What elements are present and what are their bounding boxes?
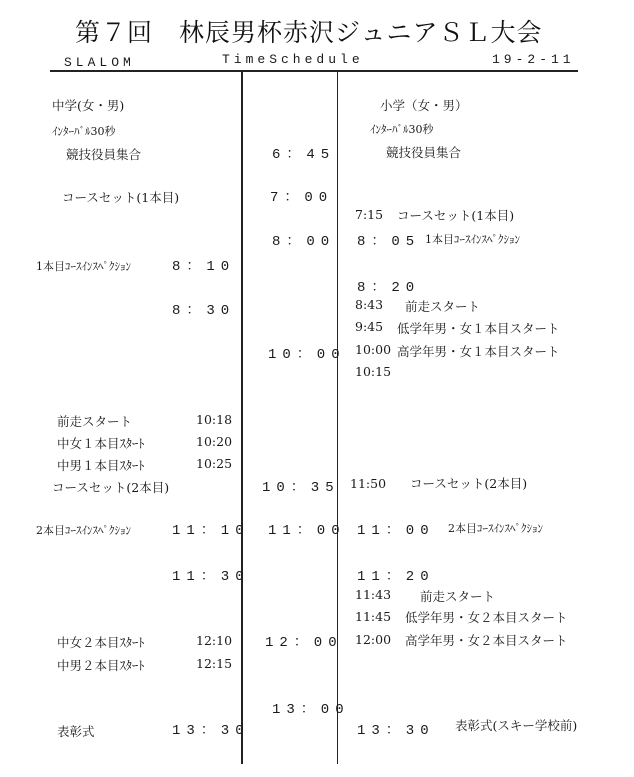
right-interval: ｲﾝﾀｰﾊﾞﾙ30秒 [370,123,434,136]
left-awards: 表彰式 [57,724,95,739]
header-rule [50,70,578,72]
right-time-1015: 10:15 [355,364,392,379]
center-time-1035: 10：35 [262,480,340,496]
left-inspection-1-time: 8：10 [172,259,236,275]
left-interval: ｲﾝﾀｰﾊﾞﾙ30秒 [52,125,116,138]
right-time-820: 8：20 [357,280,421,296]
center-time-800: 8：00 [272,234,336,250]
left-forerunner-time: 10:18 [196,412,233,427]
center-time-1200: 12：00 [265,635,343,651]
right-inspection-1: 1本目ｺｰｽｲﾝｽﾍﾟｸｼｮﾝ [425,233,520,246]
left-time-1130: 11：30 [172,569,250,585]
right-course-set-1-time: 7:15 [355,207,384,222]
right-course-set-2-time: 11:50 [350,476,387,491]
left-girls-run-2-time: 12:10 [196,633,233,648]
left-inspection-2-time: 11：10 [172,523,250,539]
center-time-1000: 10：00 [268,347,346,363]
right-high-grade-run-1-time: 10:00 [355,342,392,357]
document-title: 第７回 林辰男杯赤沢ジュニアＳＬ大会 [75,18,543,47]
right-officials: 競技役員集合 [386,145,462,160]
right-awards: 表彰式(スキー学校前) [455,718,578,733]
right-course-set-2: コースセット(2本目) [410,476,528,491]
time-schedule-label: TimeSchedule [222,52,364,67]
left-girls-run-1: 中女１本目ｽﾀｰﾄ [57,436,145,451]
left-forerunner: 前走スタート [57,414,133,429]
right-time-1120: 11：20 [357,569,435,585]
right-course-set-1: コースセット(1本目) [397,208,515,223]
left-officials: 競技役員集合 [66,147,142,162]
left-boys-run-1: 中男１本目ｽﾀｰﾄ [57,458,145,473]
right-forerunner: 前走スタート [405,299,481,314]
right-forerunner-2-time: 11:43 [355,587,392,602]
right-high-grade-run-1: 高学年男・女１本目スタート [397,344,560,359]
right-low-grade-run-1: 低学年男・女１本目スタート [397,321,560,336]
right-low-grade-run-1-time: 9:45 [355,319,384,334]
center-time-645: 6：45 [272,147,336,163]
center-time-700: 7：00 [270,190,334,206]
event-date: 19-2-11 [492,52,575,67]
left-girls-run-1-time: 10:20 [196,434,233,449]
right-inspection-1-time: 8：05 [357,234,421,250]
right-high-grade-run-2-time: 12:00 [355,632,392,647]
left-boys-run-2: 中男２本目ｽﾀｰﾄ [57,658,145,673]
right-low-grade-run-2-time: 11:45 [355,609,392,624]
left-category: 中学(女・男) [52,98,125,113]
left-girls-run-2: 中女２本目ｽﾀｰﾄ [57,635,145,650]
left-time-830: 8：30 [172,303,236,319]
left-inspection-2: 2本目ｺｰｽｲﾝｽﾍﾟｸｼｮﾝ [36,524,131,537]
left-boys-run-1-time: 10:25 [196,456,233,471]
right-inspection-2-time: 11：00 [357,523,435,539]
left-inspection-1: 1本目ｺｰｽｲﾝｽﾍﾟｸｼｮﾝ [36,260,131,273]
right-forerunner-2: 前走スタート [420,589,496,604]
right-awards-time: 13：30 [357,723,435,739]
left-divider [241,72,243,764]
right-divider [337,72,338,764]
left-course-set-2: コースセット(2本目) [52,480,170,495]
right-inspection-2: 2本目ｺｰｽｲﾝｽﾍﾟｸｼｮﾝ [448,522,543,535]
right-forerunner-time: 8:43 [355,297,384,312]
right-high-grade-run-2: 高学年男・女２本目スタート [405,633,568,648]
left-course-set-1: コースセット(1本目) [62,190,180,205]
center-time-1100: 11：00 [268,523,346,539]
right-low-grade-run-2: 低学年男・女２本目スタート [405,610,568,625]
right-category: 小学（女・男） [380,98,468,113]
center-time-1300: 13：00 [272,702,350,718]
slalom-label: SLALOM [64,55,135,70]
left-boys-run-2-time: 12:15 [196,656,233,671]
left-awards-time: 13：30 [172,723,250,739]
